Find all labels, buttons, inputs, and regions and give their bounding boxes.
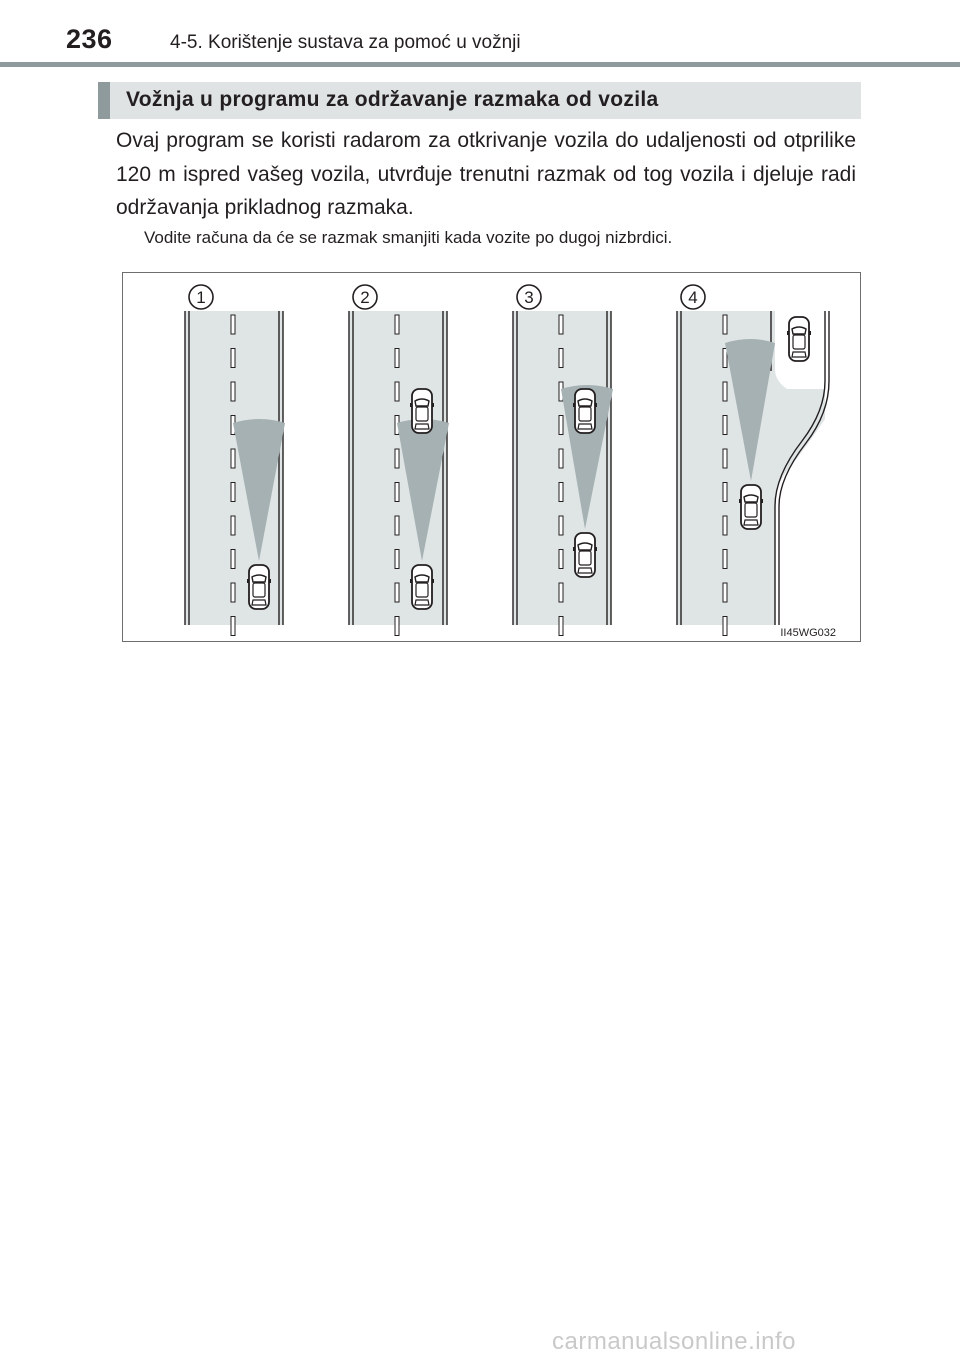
lane-dash [395, 516, 399, 535]
lane-dash [559, 449, 563, 468]
lane-dash [723, 416, 727, 435]
lane-dash [723, 516, 727, 535]
lane-dash [723, 583, 727, 602]
scene-panel-2 [349, 311, 449, 636]
vehicle-ahead [410, 389, 434, 433]
lane-dash [559, 416, 563, 435]
vehicle-ahead [573, 389, 597, 433]
lane-dash [723, 617, 727, 636]
svg-text:1: 1 [196, 288, 206, 307]
lane-dash [559, 583, 563, 602]
figure-illustration [123, 273, 860, 641]
lane-dash [231, 516, 235, 535]
lane-dash [395, 583, 399, 602]
lane-dash [231, 449, 235, 468]
panel-number-4 [681, 285, 705, 309]
section-title: Vožnja u programu za održavanje razmaka od vozila [126, 88, 659, 111]
chapter-title: 4-5. Korištenje sustava za pomoć u vožnji [170, 32, 521, 53]
note-paragraph: Vodite računa da će se razmak smanjiti kada vozite po dugoj nizbrdici. [144, 228, 673, 247]
lane-dash [723, 483, 727, 502]
panel-number-3 [517, 285, 541, 309]
lane-dash [559, 349, 563, 368]
lane-dash [395, 550, 399, 569]
lane-dash [231, 382, 235, 401]
svg-text:3: 3 [524, 288, 534, 307]
vehicle-leaving-lane [787, 317, 811, 361]
lane-dash [395, 449, 399, 468]
page-number: 236 [66, 24, 113, 54]
lane-dash [559, 483, 563, 502]
own-vehicle [573, 533, 597, 577]
svg-text:2: 2 [360, 288, 370, 307]
lane-dash [231, 583, 235, 602]
lane-dash [395, 382, 399, 401]
lane-dash [231, 617, 235, 636]
lane-dash [723, 449, 727, 468]
lane-dash [231, 483, 235, 502]
lane-dash [723, 315, 727, 334]
lane-dash [723, 550, 727, 569]
body-paragraph: Ovaj program se koristi radarom za otkrivanje vozila do udaljenosti od otprilike 120 m ispred vašeg vozila, utvrđuje trenutni razmak od tog vozila i djeluje radi održavanja prikladnog razmaka. [116, 129, 856, 219]
figure-id: II45WG032 [780, 627, 836, 639]
scene-panel-3 [513, 311, 613, 636]
lane-dash [231, 349, 235, 368]
lane-dash [723, 349, 727, 368]
lane-dash [395, 617, 399, 636]
scene-panel-1 [185, 311, 285, 636]
radar-distance-figure [122, 272, 861, 642]
lane-dash [395, 349, 399, 368]
panel-number-2 [353, 285, 377, 309]
svg-text:4: 4 [688, 288, 698, 307]
lane-dash [231, 550, 235, 569]
own-vehicle [410, 565, 434, 609]
lane-dash [723, 382, 727, 401]
lane-dash [395, 483, 399, 502]
section-heading-bar [98, 82, 861, 119]
lane-dash [395, 315, 399, 334]
scene-panel-4 [677, 311, 829, 636]
lane-dash [559, 550, 563, 569]
watermark: carmanualsonline.info [552, 1328, 796, 1355]
panel-number-1 [189, 285, 213, 309]
lane-dash [559, 315, 563, 334]
lane-dash [559, 617, 563, 636]
own-vehicle [247, 565, 271, 609]
own-vehicle [739, 485, 763, 529]
header-rule [0, 62, 960, 67]
lane-dash [231, 315, 235, 334]
lane-dash [559, 516, 563, 535]
